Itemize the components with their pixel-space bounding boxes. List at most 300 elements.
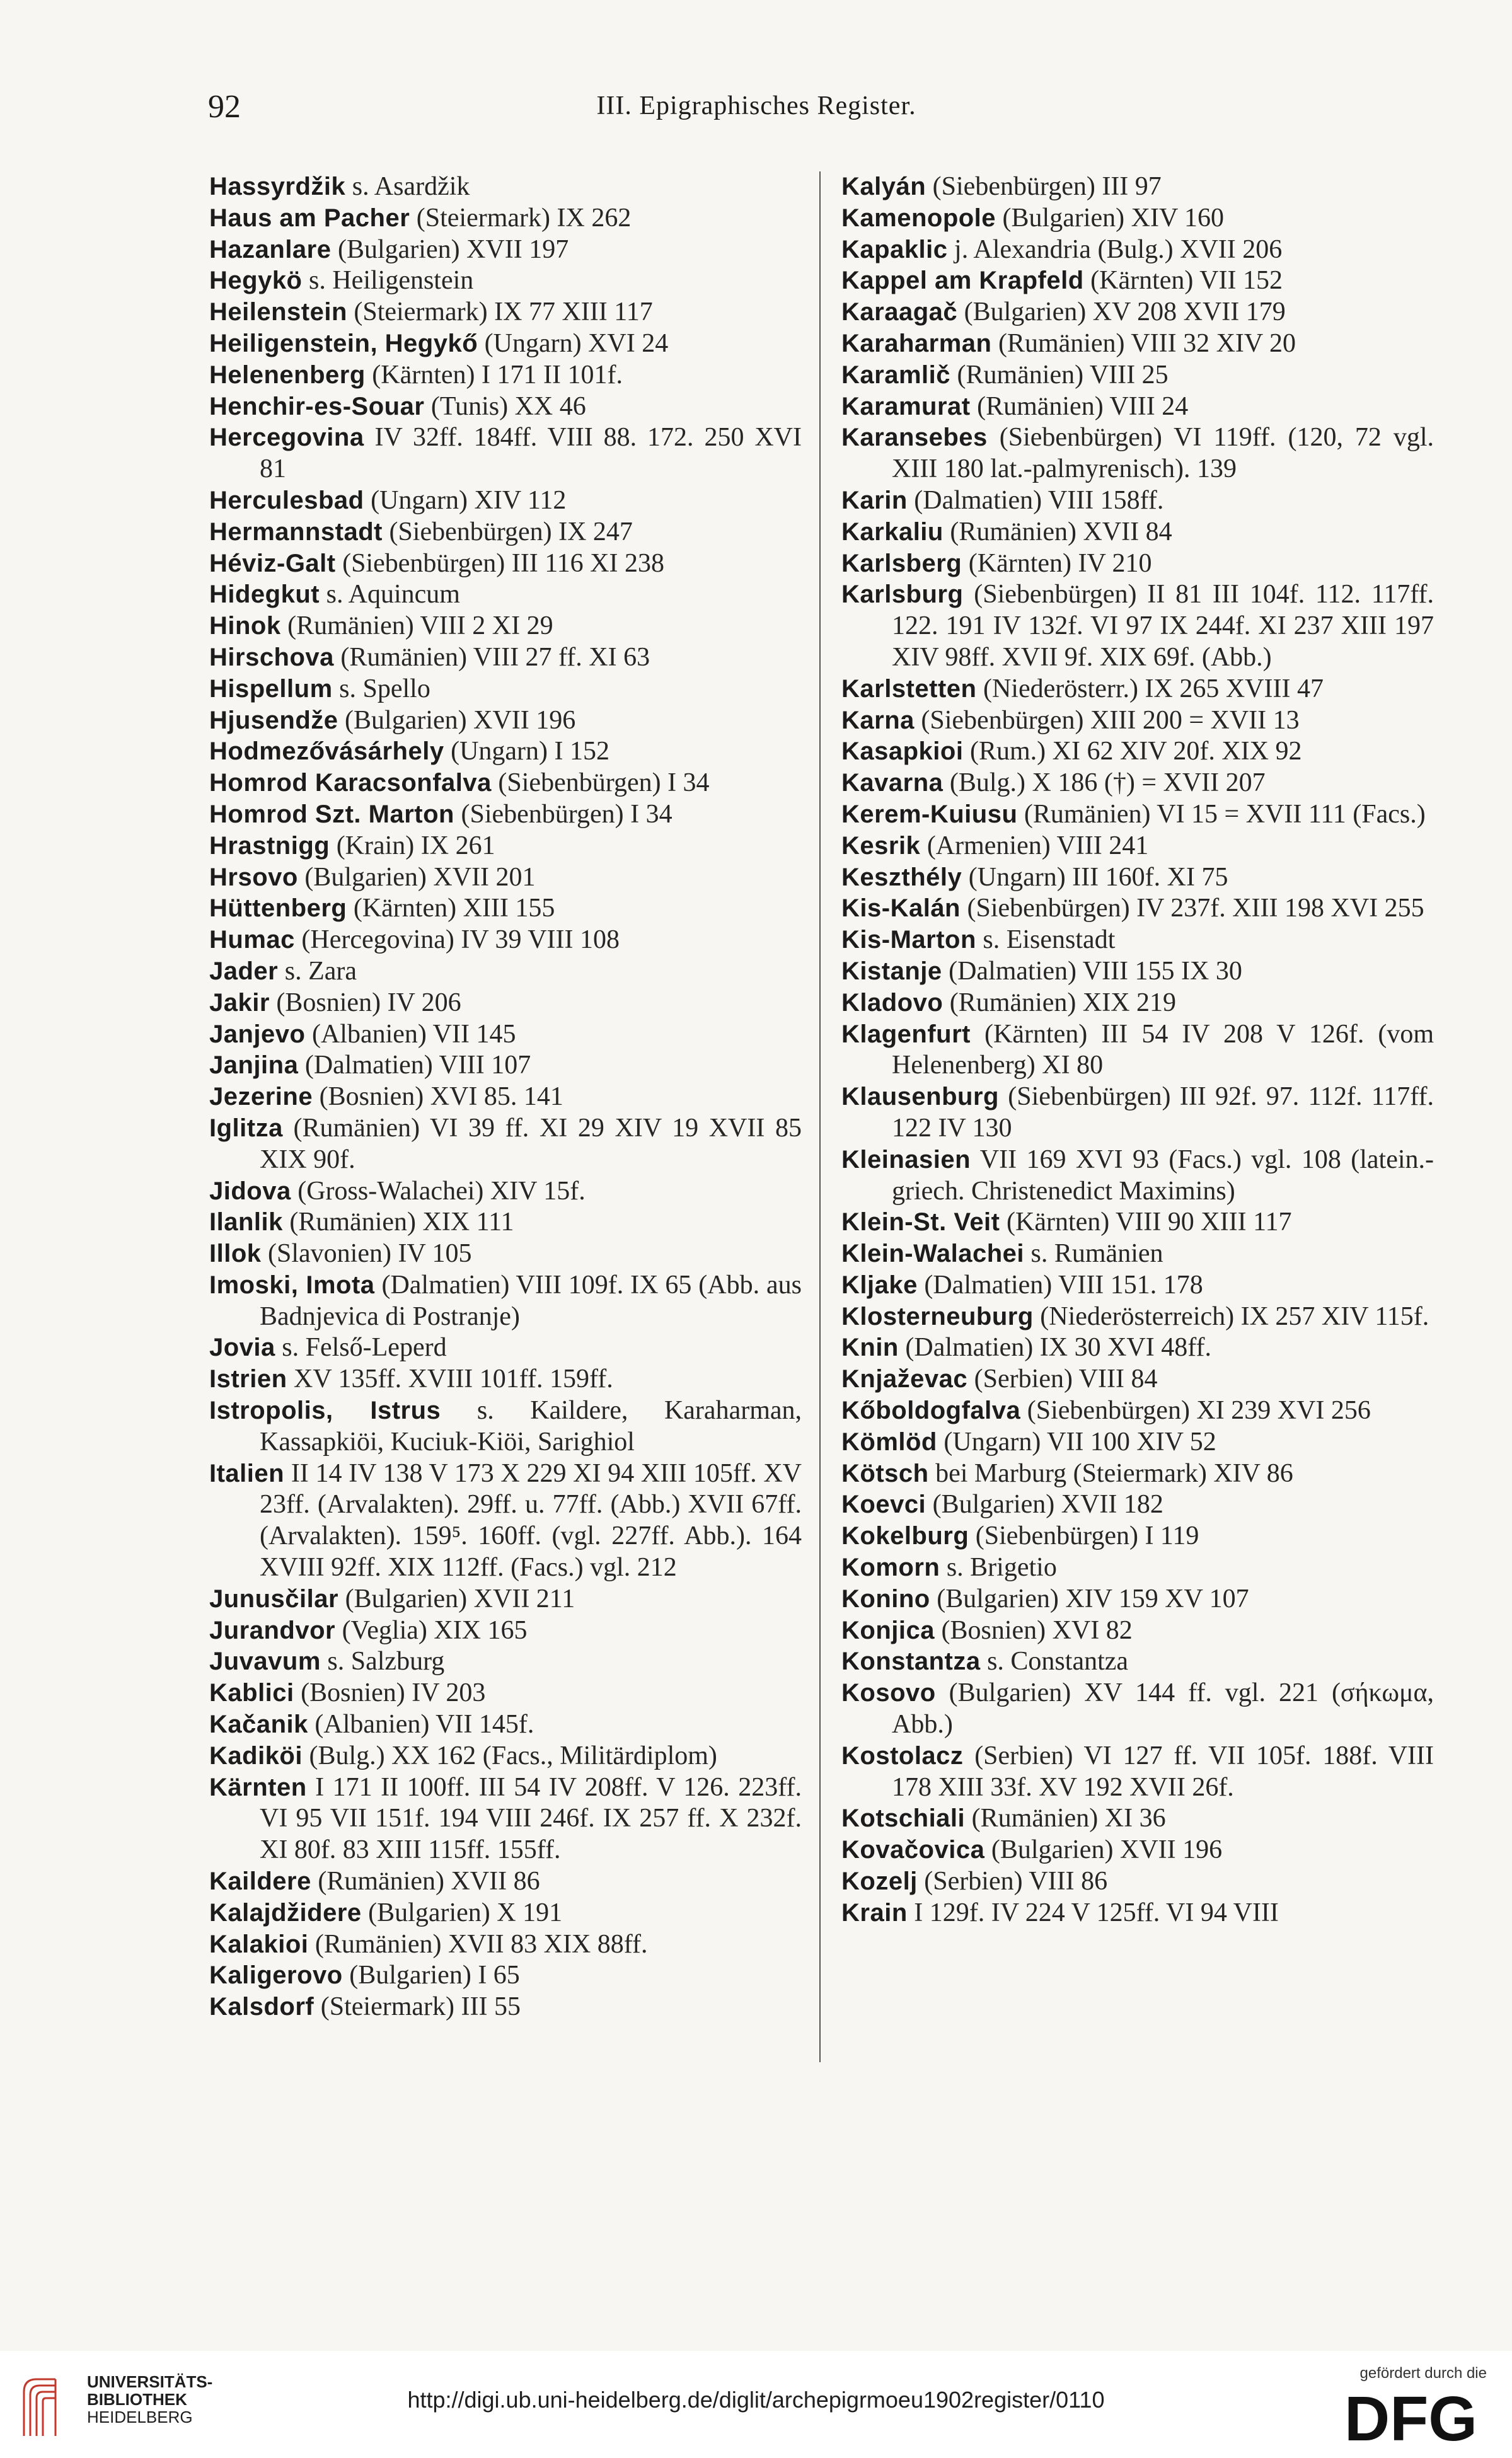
entry-references: s. Zara — [284, 956, 357, 986]
entry-references: (Siebenbürgen) I 34 — [461, 799, 672, 829]
entry-references: IV 32ff. 184ff. VIII 88. 172. 250 XVI 81 — [260, 423, 802, 484]
index-entry — [841, 360, 1434, 391]
entry-headword: Karansebes — [841, 424, 988, 452]
entry-headword: Ilanlik — [209, 1208, 283, 1237]
entry-headword: Kaligerovo — [209, 1961, 343, 1990]
entry-references: s. Aquincum — [326, 580, 460, 609]
index-entry — [841, 1646, 1434, 1678]
entry-references: (Kärnten) VII 152 — [1090, 266, 1283, 296]
entry-headword: Hassyrdžik — [209, 173, 346, 200]
entry-references: (Siebenbürgen) IV 237f. XIII 198 XVI 255 — [967, 894, 1424, 923]
entry-references: VII 169 XVI 93 (Facs.) vgl. 108 (latein.-griech. Christenedict Maximins) — [892, 1145, 1434, 1206]
entry-headword: Karlsberg — [841, 549, 962, 577]
entry-references: (Bosnien) XVI 85. 141 — [319, 1082, 563, 1112]
entry-headword: Karamlič — [841, 361, 950, 389]
index-entry — [841, 517, 1434, 548]
entry-headword: Jezerine — [209, 1083, 313, 1111]
entry-references: (Dalmatien) VIII 151. 178 — [924, 1270, 1203, 1300]
entry-references: (Bosnien) IV 203 — [301, 1678, 486, 1708]
entry-headword: Konino — [841, 1584, 930, 1613]
index-entry — [841, 1145, 1434, 1208]
index-entry — [209, 642, 802, 674]
entry-headword: Iglitza — [209, 1114, 283, 1142]
entry-references: (Rumänien) XIX 111 — [289, 1208, 514, 1237]
index-entry — [209, 1113, 802, 1176]
index-entry — [209, 1082, 802, 1113]
entry-headword: Hazanlare — [209, 235, 332, 263]
entry-references: (Gross-Walachei) XIV 15f. — [297, 1176, 586, 1206]
entry-headword: Knin — [841, 1334, 899, 1362]
entry-headword: Kostolacz — [841, 1741, 964, 1770]
index-entry — [209, 1332, 802, 1364]
index-entry — [209, 234, 802, 266]
entry-references: (Bosnien) IV 206 — [276, 988, 461, 1017]
entry-headword: Illok — [209, 1240, 262, 1268]
entry-headword: Heiligenstein, Hegykő — [209, 329, 478, 357]
index-entry — [209, 422, 802, 485]
index-entry — [841, 831, 1434, 862]
entry-references: (Dalmatien) VIII 155 IX 30 — [949, 956, 1242, 986]
index-entry — [209, 862, 802, 894]
entry-headword: Herculesbad — [209, 486, 364, 514]
index-entry — [209, 1176, 802, 1208]
entry-references: (Serbien) VIII 86 — [924, 1867, 1108, 1896]
entry-headword: Kačanik — [209, 1711, 308, 1739]
entry-references: (Hercegovina) IV 39 VIII 108 — [301, 925, 620, 955]
entry-headword: Kis-Kalán — [841, 894, 961, 923]
entry-headword: Klausenburg — [841, 1083, 999, 1111]
index-entry — [209, 579, 802, 611]
entry-references: s. Eisenstadt — [983, 925, 1116, 955]
entry-headword: Kaildere — [209, 1867, 311, 1896]
entry-references: I 129f. IV 224 V 125ff. VI 94 VIII — [914, 1898, 1279, 1927]
entry-headword: Istropolis, Istrus — [209, 1397, 441, 1425]
entry-references: (Steiermark) IX 77 XIII 117 — [354, 297, 653, 327]
entry-headword: Kömlöd — [841, 1428, 937, 1456]
entry-references: s. Heiligenstein — [309, 266, 474, 296]
entry-references: (Serbien) VI 127 ff. VII 105f. 188f. VIII 178 XIII 33f. XV 192 XVII 26f. — [892, 1741, 1434, 1802]
index-entry — [209, 1050, 802, 1082]
entry-references: (Bulgarien) XVII 201 — [304, 862, 536, 892]
entry-references: (Ungarn) III 160f. XI 75 — [968, 862, 1228, 892]
index-entry — [209, 1364, 802, 1395]
entry-headword: Klagenfurt — [841, 1020, 971, 1048]
index-entry — [209, 956, 802, 988]
entry-references: (Siebenbürgen) XI 239 XVI 256 — [1027, 1396, 1371, 1426]
index-entry — [841, 1238, 1434, 1270]
entry-headword: Hirschova — [209, 643, 334, 671]
column-divider — [819, 171, 821, 2062]
entry-headword: Karin — [841, 486, 908, 514]
entry-references: (Kärnten) III 54 IV 208 V 126f. (vom Helenenberg) XI 80 — [892, 1019, 1434, 1080]
entry-references: (Albanien) VII 145 — [311, 1019, 516, 1049]
entry-references: (Kärnten) IV 210 — [968, 548, 1152, 578]
entry-references: (Siebenbürgen) IX 247 — [389, 517, 633, 546]
entry-references: (Ungarn) I 152 — [451, 737, 610, 766]
index-entry — [841, 1489, 1434, 1521]
entry-headword: Juvavum — [209, 1647, 321, 1676]
entry-references: (Armenien) VIII 241 — [926, 831, 1149, 860]
entry-references: (Rumänien) XIX 219 — [949, 988, 1177, 1017]
funding-note: gefördert durch die — [1359, 2365, 1487, 2382]
entry-references: (Bulg.) XX 162 (Facs., Militärdiplom) — [309, 1741, 717, 1770]
entry-references: XV 135ff. XVIII 101ff. 159ff. — [294, 1365, 613, 1394]
index-entry — [209, 1019, 802, 1051]
entry-headword: Hermannstadt — [209, 517, 383, 546]
entry-references: s. Spello — [339, 674, 430, 703]
entry-references: s. Brigetio — [946, 1553, 1057, 1583]
entry-headword: Kerem-Kuiusu — [841, 800, 1018, 828]
index-entry — [209, 1270, 802, 1333]
entry-headword: Homrod Szt. Marton — [209, 800, 454, 828]
index-entry — [841, 1615, 1434, 1647]
entry-references: (Rumänien) XVII 83 XIX 88ff. — [315, 1929, 648, 1959]
index-entry — [841, 893, 1434, 925]
entry-headword: Kasapkioi — [841, 737, 964, 766]
entry-references: (Siebenbürgen) XIII 200 = XVII 13 — [921, 705, 1300, 735]
entry-headword: Kistanje — [841, 957, 942, 985]
entry-headword: Istrien — [209, 1365, 287, 1393]
entry-headword: Kadiköi — [209, 1741, 303, 1770]
index-entry — [841, 1803, 1434, 1835]
entry-headword: Hegykö — [209, 267, 303, 295]
entry-headword: Jurandvor — [209, 1616, 336, 1644]
index-entry — [841, 485, 1434, 517]
index-entry — [209, 360, 802, 391]
entry-headword: Italien — [209, 1459, 285, 1487]
entry-references: s. Constantza — [987, 1647, 1129, 1676]
entry-references: (Niederösterr.) IX 265 XVIII 47 — [983, 674, 1324, 703]
entry-headword: Krain — [841, 1898, 908, 1927]
index-entry — [841, 1332, 1434, 1364]
index-entry — [841, 1301, 1434, 1333]
entry-headword: Imoski, Imota — [209, 1271, 375, 1299]
entry-headword: Kalakioi — [209, 1930, 309, 1958]
index-entry — [841, 234, 1434, 266]
entry-headword: Hrsovo — [209, 863, 298, 891]
index-entry — [209, 799, 802, 831]
entry-headword: Humac — [209, 926, 295, 954]
entry-references: (Bulgarien) XVII 211 — [345, 1584, 575, 1613]
index-entry — [209, 391, 802, 423]
entry-references: (Bulgarien) XV 144 ff. vgl. 221 (σήκωμα, Abb.) — [892, 1678, 1434, 1740]
entry-references: (Bulgarien) XIV 159 XV 107 — [937, 1584, 1249, 1613]
index-entry — [841, 1395, 1434, 1427]
entry-headword: Kladovo — [841, 988, 944, 1017]
index-entry — [209, 517, 802, 548]
entry-headword: Hinok — [209, 612, 281, 640]
index-entry — [841, 768, 1434, 799]
index-entry — [209, 297, 802, 328]
entry-headword: Hrastnigg — [209, 831, 330, 860]
entry-references: (Siebenbürgen) I 119 — [975, 1521, 1199, 1551]
entry-references: (Serbien) VIII 84 — [974, 1365, 1158, 1394]
entry-references: (Siebenbürgen) I 34 — [498, 768, 710, 798]
index-entry — [841, 422, 1434, 485]
entry-headword: Jovia — [209, 1334, 275, 1362]
entry-headword: Konstantza — [841, 1647, 981, 1676]
entry-references: (Veglia) XIX 165 — [342, 1615, 528, 1645]
library-name-line-2: BIBLIOTHEK — [87, 2390, 187, 2409]
entry-references: (Siebenbürgen) III 92f. 97. 112f. 117ff. 122 IV 130 — [892, 1082, 1434, 1143]
entry-references: j. Alexandria (Bulg.) XVII 206 — [954, 234, 1283, 264]
index-entry — [209, 1615, 802, 1647]
index-entry — [841, 1584, 1434, 1615]
entry-headword: Kovačovica — [841, 1836, 985, 1864]
entry-references: s. Asardžik — [352, 172, 470, 201]
entry-headword: Kotschiali — [841, 1804, 966, 1833]
index-entry — [209, 736, 802, 768]
index-entry — [841, 1019, 1434, 1082]
entry-headword: Héviz-Galt — [209, 549, 336, 577]
entry-headword: Kesrik — [841, 831, 921, 860]
entry-headword: Janjevo — [209, 1020, 306, 1048]
index-entry — [841, 799, 1434, 831]
dfg-logo — [1341, 2382, 1491, 2450]
index-entry — [841, 736, 1434, 768]
index-entry — [841, 1270, 1434, 1301]
index-entry — [841, 1552, 1434, 1584]
entry-headword: Kärnten — [209, 1773, 307, 1801]
entry-headword: Helenenberg — [209, 361, 366, 389]
index-entry — [209, 1646, 802, 1678]
index-entry — [841, 297, 1434, 328]
entry-references: s. Rumänien — [1030, 1239, 1163, 1269]
index-entry — [209, 1238, 802, 1270]
index-entry — [209, 485, 802, 517]
entry-references: (Ungarn) VII 100 XIV 52 — [944, 1427, 1216, 1457]
entry-references: (Siebenbürgen) VI 119ff. (120, 72 vgl. XIII 180 lat.-palmyrenisch). 139 — [892, 423, 1434, 484]
index-entry — [841, 705, 1434, 737]
index-entry — [209, 203, 802, 234]
index-entry — [209, 1992, 802, 2023]
entry-references: (Siebenbürgen) II 81 III 104f. 112. 117ff. 122. 191 IV 132f. VI 97 IX 244f. XI 237 XIII 197 XIV 98ff. XVII 9f. XIX 69f. (Abb.) — [892, 580, 1434, 672]
right-column — [841, 171, 1434, 1929]
entry-headword: Karkaliu — [841, 517, 944, 546]
index-entry — [841, 1364, 1434, 1395]
source-url[interactable]: http://digi.ub.uni-heidelberg.de/diglit/archepigrmoeu1902register/0110 — [407, 2387, 1105, 2413]
entry-headword: Heilenstein — [209, 298, 347, 326]
entry-references: (Bulgarien) I 65 — [349, 1961, 520, 1990]
left-column — [209, 171, 802, 2023]
entry-references: (Siebenbürgen) III 97 — [932, 172, 1162, 201]
entry-headword: Kötsch — [841, 1459, 929, 1487]
entry-headword: Komorn — [841, 1554, 940, 1582]
index-entry — [209, 768, 802, 799]
index-entry — [841, 265, 1434, 297]
entry-headword: Kleinasien — [841, 1145, 971, 1174]
entry-headword: Karaagač — [841, 298, 958, 326]
entry-references: (Slavonien) IV 105 — [268, 1239, 472, 1269]
entry-headword: Jidova — [209, 1177, 291, 1205]
index-entry — [841, 862, 1434, 894]
library-name-line-1: UNIVERSITÄTS- — [87, 2372, 213, 2391]
entry-references: (Rum.) XI 62 XIV 20f. XIX 92 — [969, 737, 1302, 766]
entry-references: (Bosnien) XVI 82 — [941, 1615, 1133, 1645]
index-entry — [209, 1929, 802, 1961]
index-entry — [209, 1772, 802, 1866]
entry-references: (Niederösterreich) IX 257 XIV 115f. — [1040, 1301, 1429, 1331]
entry-references: s. Felső-Leperd — [282, 1333, 447, 1363]
entry-references: (Ungarn) XVI 24 — [484, 328, 669, 358]
entry-headword: Kapaklic — [841, 235, 948, 263]
index-entry — [841, 1207, 1434, 1238]
library-name-line-3: HEIDELBERG — [87, 2408, 193, 2426]
entry-references: (Rumänien) VIII 2 XI 29 — [287, 611, 553, 641]
index-entry — [209, 1207, 802, 1238]
entry-references: (Rumänien) VIII 25 — [957, 360, 1169, 389]
index-entry — [841, 1866, 1434, 1898]
index-entry — [841, 925, 1434, 956]
index-entry — [841, 956, 1434, 988]
index-entry — [841, 171, 1434, 203]
entry-references: (Rumänien) VIII 32 XIV 20 — [998, 328, 1296, 358]
index-entry — [209, 548, 802, 580]
entry-references: (Rumänien) XVII 86 — [318, 1867, 540, 1896]
entry-references: (Bulgarien) XVII 197 — [337, 234, 569, 264]
entry-references: (Krain) IX 261 — [336, 831, 495, 860]
entry-references: (Dalmatien) VIII 107 — [304, 1051, 531, 1080]
entry-references: (Rumänien) VI 39 ff. XI 29 XIV 19 XVII 85 XIX 90f. — [260, 1113, 802, 1174]
index-entry — [209, 611, 802, 642]
entry-headword: Klein-St. Veit — [841, 1208, 1000, 1237]
entry-references: bei Marburg (Steiermark) XIV 86 — [935, 1458, 1293, 1488]
entry-references: (Bulg.) X 186 (†) = XVII 207 — [949, 768, 1266, 798]
entry-references: s. Salzburg — [327, 1647, 445, 1676]
entry-headword: Karlstetten — [841, 674, 977, 703]
index-entry — [209, 1898, 802, 1929]
entry-references: (Bulgarien) XVII 196 — [991, 1835, 1223, 1865]
entry-headword: Junusčilar — [209, 1584, 339, 1613]
index-entry — [841, 1678, 1434, 1741]
entry-headword: Kosovo — [841, 1679, 936, 1707]
entry-references: (Dalmatien) VIII 109f. IX 65 (Abb. aus Badnjevica di Postranje) — [260, 1270, 802, 1331]
entry-references: (Bulgarien) XIV 160 — [1002, 203, 1225, 233]
entry-references: (Albanien) VII 145f. — [315, 1710, 534, 1740]
index-entry — [841, 328, 1434, 360]
entry-headword: Kappel am Krapfeld — [841, 267, 1084, 295]
entry-headword: Kalsdorf — [209, 1993, 315, 2021]
entry-headword: Keszthély — [841, 863, 962, 891]
entry-headword: Hidegkut — [209, 580, 320, 609]
dfg-logo-text: DFG — [1344, 2384, 1478, 2450]
entry-references: (Ungarn) XIV 112 — [371, 485, 567, 515]
entry-references: (Rumänien) XI 36 — [971, 1804, 1166, 1833]
entry-headword: Hjusendže — [209, 706, 338, 734]
entry-headword: Jakir — [209, 988, 270, 1017]
entry-references: (Rumänien) VIII 27 ff. XI 63 — [340, 642, 650, 672]
entry-headword: Kalajdžidere — [209, 1898, 362, 1927]
entry-headword: Kamenopole — [841, 204, 996, 232]
index-entry — [209, 1395, 802, 1458]
index-entry — [841, 1521, 1434, 1552]
index-entry — [841, 548, 1434, 580]
entry-references: (Kärnten) VIII 90 XIII 117 — [1007, 1208, 1292, 1237]
entry-references: (Rumänien) VI 15 = XVII 111 (Facs.) — [1024, 799, 1426, 829]
entry-references: (Bulgarien) XVII 196 — [345, 705, 576, 735]
running-head: III. Epigraphisches Register. — [596, 91, 916, 120]
index-entry — [209, 1960, 802, 1992]
entry-headword: Hispellum — [209, 674, 333, 703]
entry-headword: Kőboldogfalva — [841, 1397, 1021, 1425]
entry-references: (Kärnten) I 171 II 101f. — [372, 360, 623, 389]
page-header — [208, 88, 1305, 126]
entry-headword: Haus am Pacher — [209, 204, 410, 232]
entry-headword: Jader — [209, 957, 279, 985]
index-entry — [209, 1678, 802, 1709]
index-entry — [841, 674, 1434, 705]
entry-headword: Kokelburg — [841, 1522, 969, 1550]
entry-references: II 14 IV 138 V 173 X 229 XI 94 XIII 105ff. XV 23ff. (Arvalakten). 29ff. u. 77ff. (Abb.) XVII 67ff. (Arvalakten). 159⁵. 160ff. (vgl. 227ff. Abb.). 164 XVIII 92ff. XIX 112ff. (Facs.) vgl. 212 — [260, 1458, 802, 1583]
entry-headword: Kis-Marton — [841, 926, 976, 954]
index-entry — [209, 1458, 802, 1584]
entry-references: (Bulgarien) X 191 — [368, 1898, 563, 1927]
entry-references: (Bulgarien) XVII 182 — [932, 1490, 1163, 1520]
entry-headword: Janjina — [209, 1051, 299, 1080]
entry-references: (Rumänien) XVII 84 — [950, 517, 1172, 546]
entry-headword: Klosterneuburg — [841, 1302, 1034, 1330]
entry-references: (Siebenbürgen) III 116 XI 238 — [342, 548, 664, 578]
entry-references: (Steiermark) IX 262 — [416, 203, 632, 233]
entry-headword: Hüttenberg — [209, 894, 347, 923]
index-entry — [209, 328, 802, 360]
entry-headword: Homrod Karacsonfalva — [209, 769, 492, 797]
entry-headword: Kozelj — [841, 1867, 918, 1896]
index-entry — [841, 1427, 1434, 1458]
entry-headword: Henchir-es-Souar — [209, 392, 425, 420]
index-entry — [209, 265, 802, 297]
entry-references: (Kärnten) XIII 155 — [353, 894, 555, 923]
entry-headword: Karaharman — [841, 329, 992, 357]
index-entry — [841, 1835, 1434, 1866]
index-entry — [841, 1741, 1434, 1804]
index-entry — [209, 1584, 802, 1615]
entry-headword: Hercegovina — [209, 424, 364, 452]
entry-references: (Rumänien) VIII 24 — [977, 391, 1189, 421]
entry-references: (Dalmatien) VIII 158ff. — [914, 485, 1164, 515]
index-entry — [841, 391, 1434, 423]
index-entry — [841, 1898, 1434, 1929]
index-entry — [841, 579, 1434, 673]
index-entry — [209, 674, 802, 705]
index-entry — [209, 1709, 802, 1741]
index-entry — [209, 925, 802, 956]
entry-headword: Koevci — [841, 1491, 926, 1519]
entry-headword: Konjica — [841, 1616, 935, 1644]
entry-headword: Kalyán — [841, 173, 926, 200]
index-entry — [209, 171, 802, 203]
index-entry — [841, 203, 1434, 234]
index-entry — [209, 893, 802, 925]
index-entry — [209, 1741, 802, 1772]
entry-headword: Kljake — [841, 1271, 918, 1299]
entry-headword: Kablici — [209, 1679, 294, 1707]
index-entry — [841, 1458, 1434, 1490]
entry-headword: Knjaževac — [841, 1365, 968, 1393]
entry-headword: Karamurat — [841, 392, 971, 420]
index-entry — [209, 705, 802, 737]
page-number: 92 — [208, 89, 241, 125]
entry-references: I 171 II 100ff. III 54 IV 208ff. V 126. 223ff. VI 95 VII 151f. 194 VIII 246f. IX 257 ff. X 232f. XI 80f. 83 XIII 115ff. 155ff. — [260, 1772, 802, 1865]
entry-headword: Karna — [841, 706, 915, 734]
index-entry — [841, 988, 1434, 1019]
entry-references: (Bulgarien) XV 208 XVII 179 — [964, 297, 1286, 327]
entry-references: (Dalmatien) IX 30 XVI 48ff. — [905, 1333, 1211, 1363]
entry-references: (Steiermark) III 55 — [320, 1992, 521, 2022]
index-entry — [209, 988, 802, 1019]
entry-references: s. Kaildere, Karaharman, Kassapkiöi, Kuciuk-Kiöi, Sarighiol — [260, 1396, 802, 1457]
index-entry — [209, 1866, 802, 1898]
